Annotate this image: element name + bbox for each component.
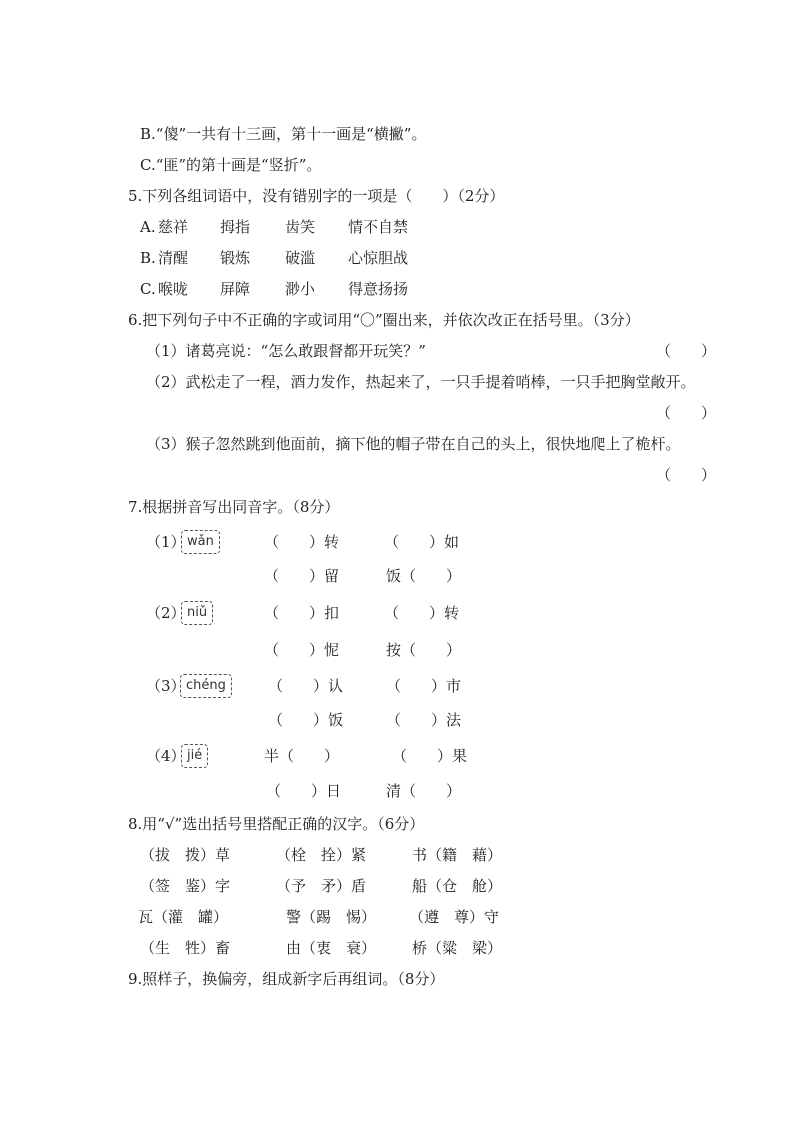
fill-cell[interactable]: 按（ ） (386, 641, 462, 659)
choice-item[interactable]: （遵 尊）守 (409, 908, 500, 926)
word: 屏障 (220, 280, 251, 298)
word: 渺小 (285, 280, 316, 298)
group-number: （4） (146, 747, 186, 765)
q4-option-c: C.“匪”的第十画是“竖折”。 (140, 156, 322, 174)
choice-item[interactable]: （签 鉴）字 (140, 877, 231, 895)
word: 喉咙 (158, 280, 189, 298)
pinyin-box: jié (181, 744, 208, 768)
fill-cell[interactable]: （ ）市 (386, 677, 462, 695)
fill-cell[interactable]: （ ）日 (266, 782, 342, 800)
q6-item-1: （1）诸葛亮说：“怎么敢跟督都开玩笑？” (146, 342, 426, 360)
answer-blank[interactable]: （ ） (656, 342, 717, 360)
option-label: A. (140, 218, 156, 236)
choice-item[interactable]: 由（衷 衰） (286, 939, 377, 957)
word: 得意扬扬 (348, 280, 409, 298)
fill-cell[interactable]: 饭（ ） (386, 567, 462, 585)
q6-stem: 6.把下列句子中不正确的字或词用“〇”圈出来，并依次改正在括号里。（3分） (128, 311, 640, 329)
answer-blank[interactable]: （ ） (656, 466, 717, 484)
choice-item[interactable]: 桥（粱 梁） (412, 939, 503, 957)
group-number: （2） (146, 604, 186, 622)
word: 心惊胆战 (348, 249, 409, 267)
q6-item-3: （3）猴子忽然跳到他面前，摘下他的帽子带在自己的头上，很快地爬上了桅杆。 (146, 435, 681, 453)
choice-item[interactable]: （栓 拴）紧 (276, 846, 367, 864)
q4-option-b: B.“傻”一共有十三画，第十一画是“横撇”。 (140, 125, 427, 143)
option-label: C. (140, 280, 156, 298)
fill-cell[interactable]: （ ）果 (392, 747, 468, 765)
fill-cell[interactable]: （ ）怩 (264, 641, 340, 659)
fill-cell[interactable]: 清（ ） (386, 782, 462, 800)
word: 清醒 (158, 249, 189, 267)
fill-cell[interactable]: （ ）如 (384, 533, 460, 551)
word: 慈祥 (158, 218, 189, 236)
group-number: （3） (146, 677, 186, 695)
q8-stem: 8.用“√”选出括号里搭配正确的汉字。（6分） (128, 815, 425, 833)
fill-cell[interactable]: （ ）认 (268, 677, 344, 695)
choice-item[interactable]: （予 矛）盾 (276, 877, 367, 895)
word: 破滥 (285, 249, 316, 267)
fill-cell[interactable]: （ ）转 (264, 533, 340, 551)
fill-cell[interactable]: （ ）扣 (264, 604, 340, 622)
word: 锻炼 (220, 249, 251, 267)
choice-item[interactable]: 警（踢 惕） (286, 908, 377, 926)
fill-cell[interactable]: 半（ ） (264, 747, 340, 765)
q7-stem: 7.根据拼音写出同音字。（8分） (128, 498, 340, 516)
word: 拇指 (220, 218, 251, 236)
group-number: （1） (146, 533, 186, 551)
choice-item[interactable]: （拔 拨）草 (140, 846, 231, 864)
fill-cell[interactable]: （ ）转 (384, 604, 460, 622)
fill-cell[interactable]: （ ）留 (264, 567, 340, 585)
choice-item[interactable]: （生 牲）畜 (140, 939, 231, 957)
q9-stem: 9.照样子，换偏旁，组成新字后再组词。（8分） (128, 970, 445, 988)
fill-cell[interactable]: （ ）法 (386, 711, 462, 729)
choice-item[interactable]: 船（仓 舱） (412, 877, 503, 895)
answer-blank[interactable]: （ ） (656, 404, 717, 422)
fill-cell[interactable]: （ ）饭 (268, 711, 344, 729)
q6-item-2: （2）武松走了一程，酒力发作，热起来了，一只手提着哨棒，一只手把胸堂敞开。 (146, 373, 696, 391)
word: 齿笑 (285, 218, 316, 236)
q5-stem: 5.下列各组词语中，没有错别字的一项是（ ）（2分） (128, 187, 505, 205)
pinyin-box: wǎn (181, 530, 220, 554)
choice-item[interactable]: 书（籍 藉） (412, 846, 503, 864)
option-label: B. (140, 249, 156, 267)
pinyin-box: chéng (180, 674, 232, 698)
word: 情不自禁 (348, 218, 409, 236)
pinyin-box: niǔ (181, 601, 213, 625)
choice-item[interactable]: 瓦（灌 罐） (138, 908, 229, 926)
